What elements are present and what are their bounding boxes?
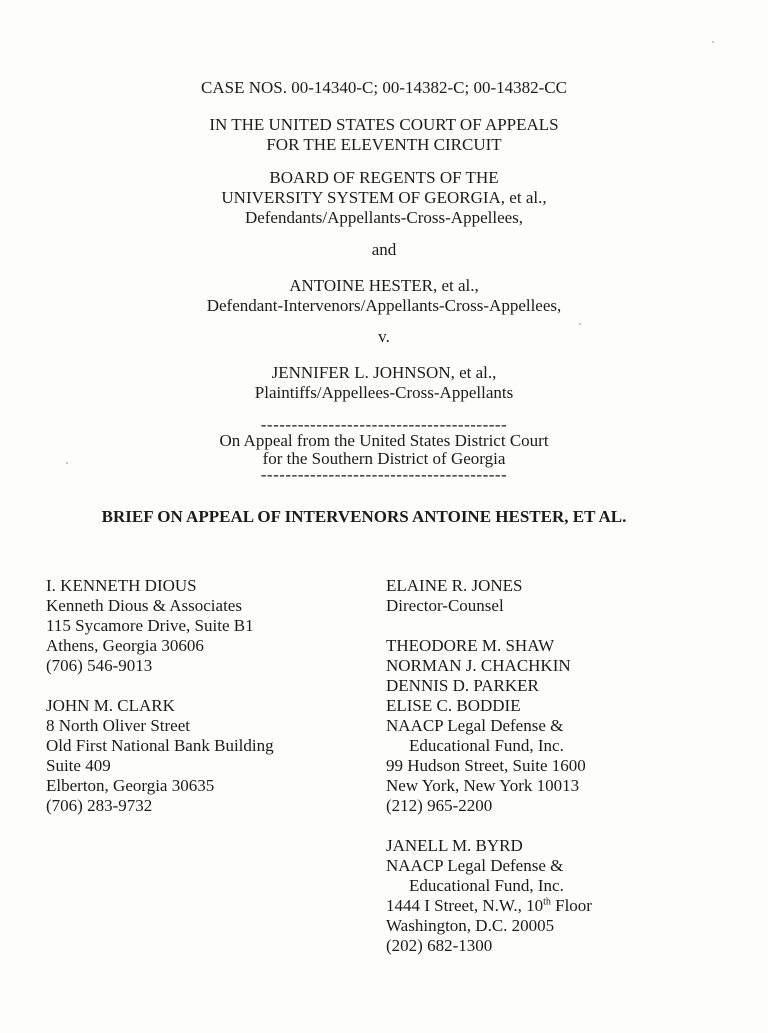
counsel-address-1 (386, 896, 592, 916)
counsel-name: JOHN M. CLARK (46, 696, 175, 715)
counsel-phone: (706) 283-9732 (46, 796, 153, 815)
party-board-of-regents (0, 168, 768, 228)
court-line-2: FOR THE ELEVENTH CIRCUIT (266, 135, 502, 154)
counsel-address-3: Suite 409 (46, 756, 111, 775)
counsel-name: JANELL M. BYRD (386, 836, 523, 855)
counsel-name: I. KENNETH DIOUS (46, 576, 197, 595)
counsel-name: ELISE C. BODDIE (386, 696, 521, 715)
scan-speck (712, 41, 714, 43)
counsel-address-2: Washington, D.C. 20005 (386, 916, 555, 935)
counsel-left-column (46, 576, 274, 816)
party-johnson (0, 363, 768, 403)
party1-line-1: BOARD OF REGENTS OF THE (269, 168, 499, 187)
court-caption (0, 115, 768, 155)
party2-name: ANTOINE HESTER, et al., (289, 276, 479, 295)
counsel-name: NORMAN J. CHACHKIN (386, 656, 571, 675)
street-superscript: th (543, 896, 551, 908)
party3-role: Plaintiffs/Appellees-Cross-Appellants (254, 383, 514, 402)
court-line-1: IN THE UNITED STATES COURT OF APPEALS (209, 115, 559, 134)
conjunction-and: and (371, 240, 397, 259)
party-hester (0, 276, 768, 316)
counsel-ldf-new-york (386, 636, 592, 816)
scan-speck (579, 323, 581, 325)
counsel-address-2: New York, New York 10013 (386, 776, 580, 795)
street-prefix: 1444 I Street, N.W., 10 (386, 896, 544, 915)
case-numbers: CASE NOS. 00-14340-C; 00-14382-C; 00-14382-CC (201, 78, 567, 97)
counsel-clark (46, 696, 274, 816)
counsel-address-4: Elberton, Georgia 30635 (46, 776, 215, 795)
counsel-phone: (706) 546-9013 (46, 656, 153, 675)
counsel-org-2: Educational Fund, Inc. (409, 876, 564, 895)
counsel-jones (386, 576, 592, 616)
brief-title: BRIEF ON APPEAL OF INTERVENORS ANTOINE HESTER, ET AL. (101, 507, 627, 526)
counsel-name: ELAINE R. JONES (386, 576, 523, 595)
counsel-address-1: 8 North Oliver Street (46, 716, 190, 735)
counsel-name: DENNIS D. PARKER (386, 676, 539, 695)
scan-speck (66, 462, 68, 464)
appeal-origin (0, 415, 768, 484)
counsel-title: Director-Counsel (386, 596, 504, 615)
street-suffix: Floor (550, 896, 592, 915)
counsel-phone: (202) 682-1300 (386, 936, 493, 955)
appeal-rule-top: ---------------------------------------- (260, 415, 508, 434)
counsel-name: THEODORE M. SHAW (386, 636, 555, 655)
counsel-address-1: 99 Hudson Street, Suite 1600 (386, 756, 586, 775)
counsel-address-1: 115 Sycamore Drive, Suite B1 (46, 616, 254, 635)
party1-line-2: UNIVERSITY SYSTEM OF GEORGIA, et al., (221, 188, 547, 207)
counsel-ldf-washington (386, 836, 592, 956)
party1-role: Defendants/Appellants-Cross-Appellees, (244, 208, 524, 227)
appeal-line-1: On Appeal from the United States District Court (219, 431, 549, 450)
counsel-address-2: Old First National Bank Building (46, 736, 274, 755)
counsel-org-2: Educational Fund, Inc. (409, 736, 564, 755)
counsel-address-2: Athens, Georgia 30606 (46, 636, 204, 655)
counsel-org-1: NAACP Legal Defense & (386, 716, 564, 735)
counsel-right-column (386, 576, 592, 956)
appeal-rule-bottom: ---------------------------------------- (260, 465, 508, 484)
versus: v. (378, 327, 390, 346)
counsel-dious (46, 576, 274, 676)
counsel-org-1: NAACP Legal Defense & (386, 856, 564, 875)
party2-role: Defendant-Intervenors/Appellants-Cross-Appellees, (206, 296, 562, 315)
counsel-firm: Kenneth Dious & Associates (46, 596, 242, 615)
appeal-line-2: for the Southern District of Georgia (262, 449, 506, 468)
party3-name: JENNIFER L. JOHNSON, et al., (271, 363, 497, 382)
counsel-phone: (212) 965-2200 (386, 796, 493, 815)
